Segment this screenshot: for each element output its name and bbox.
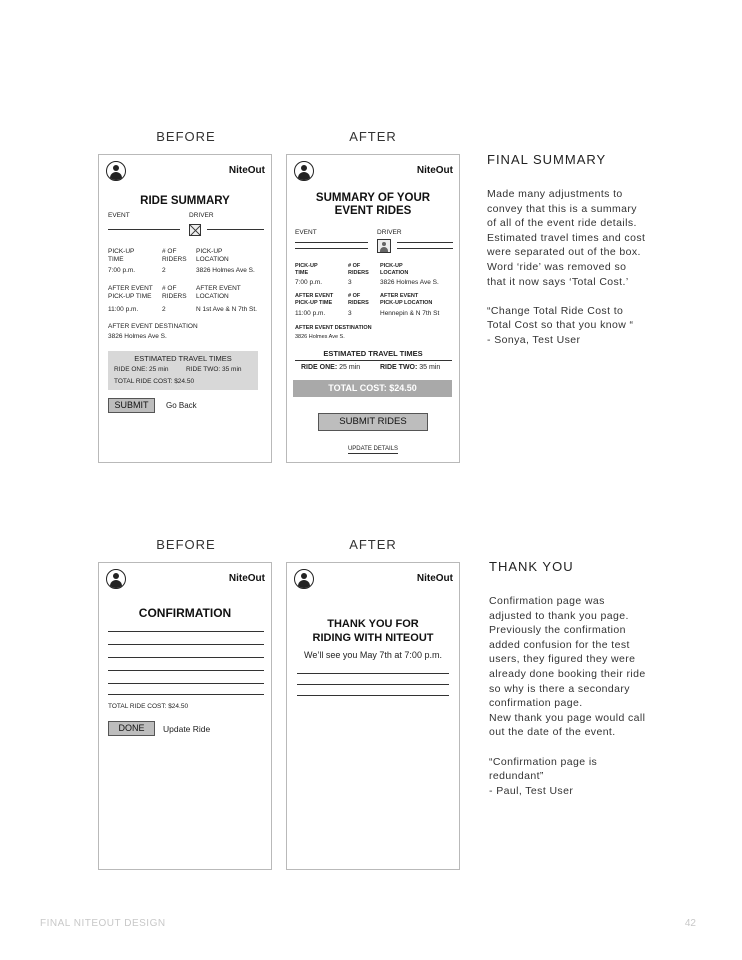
after-riders-value: 3 bbox=[348, 310, 352, 317]
ride-one-time bbox=[301, 364, 360, 371]
driver-line bbox=[207, 229, 264, 230]
pickup-time-value: 7:00 p.m. bbox=[295, 279, 323, 286]
page-title: THANK YOU FOR RIDING WITH NITEOUT bbox=[312, 618, 434, 644]
after-riders-label: # OF RIDERS bbox=[162, 285, 187, 300]
app-header bbox=[99, 563, 271, 593]
after-time-value: 11:00 p.m. bbox=[108, 306, 139, 313]
destination-label: AFTER EVENT DESTINATION bbox=[108, 323, 198, 330]
destination-value: 3826 Holmes Ave S. bbox=[295, 334, 345, 340]
riders-label: # OF RIDERS bbox=[162, 248, 187, 263]
pickup-location-label: PICK-UP LOCATION bbox=[380, 263, 409, 276]
after-location-label: AFTER EVENT LOCATION bbox=[196, 285, 241, 300]
destination-value: 3826 Holmes Ave S. bbox=[108, 333, 167, 340]
after-location-value: N 1st Ave & N 7th St. bbox=[196, 306, 257, 313]
detail-line bbox=[297, 695, 449, 696]
ride-summary-after-screen bbox=[286, 154, 460, 463]
driver-label: DRIVER bbox=[377, 229, 402, 236]
update-ride-link[interactable]: Update Ride bbox=[163, 724, 211, 734]
after-location-value: Hennepin & N 7th St bbox=[380, 310, 440, 317]
after-location-label: AFTER EVENT PICK-UP LOCATION bbox=[380, 293, 433, 306]
user-avatar-icon[interactable] bbox=[106, 161, 126, 181]
pickup-location-value: 3826 Holmes Ave S. bbox=[380, 279, 439, 286]
brand-logo: NiteOut bbox=[416, 573, 453, 584]
riders-value: 3 bbox=[348, 279, 352, 286]
after-time-label: AFTER EVENT PICK-UP TIME bbox=[295, 293, 334, 306]
detail-line bbox=[297, 673, 449, 674]
driver-line-2 bbox=[397, 248, 453, 249]
total-ride-cost: TOTAL RIDE COST: $24.50 bbox=[108, 703, 189, 710]
page-title: SUMMARY OF YOUR EVENT RIDES bbox=[315, 192, 431, 217]
detail-line bbox=[108, 683, 264, 684]
travel-times-divider bbox=[295, 360, 452, 361]
pickup-time-label: PICK-UP TIME bbox=[108, 248, 135, 263]
update-details-link[interactable]: UPDATE DETAILS bbox=[347, 446, 399, 452]
destination-label: AFTER EVENT DESTINATION bbox=[295, 325, 372, 331]
thank-you-text: Confirmation page was adjusted to thank you page. Previously the confirmation added confusion for the test users, they figured they were already done booking their ride so why is there a secondary confirmation page. New thank you page would call out the date of the event. “Confirmation page is redundant” - Paul, Test User bbox=[489, 595, 646, 797]
driver-label: DRIVER bbox=[189, 212, 214, 219]
ride-summary-before-screen bbox=[98, 154, 272, 463]
ride-two-time bbox=[380, 364, 440, 371]
riders-value: 2 bbox=[162, 267, 166, 274]
driver-line bbox=[397, 242, 453, 243]
driver-image-placeholder-icon bbox=[189, 224, 201, 236]
event-label: EVENT bbox=[108, 212, 130, 219]
ride-one-label: RIDE ONE: bbox=[301, 364, 338, 371]
brand-logo: NiteOut bbox=[416, 165, 453, 176]
event-line-2 bbox=[295, 248, 368, 249]
after-riders-value: 2 bbox=[162, 306, 166, 313]
go-back-link[interactable]: Go Back bbox=[166, 401, 197, 410]
before-label: BEFORE bbox=[156, 129, 216, 144]
detail-line bbox=[108, 644, 264, 645]
user-avatar-icon[interactable] bbox=[294, 161, 314, 181]
thank-you-after-screen bbox=[286, 562, 460, 870]
after-time-value: 11:00 p.m. bbox=[295, 310, 326, 317]
total-cost-bar: TOTAL COST: $24.50 bbox=[293, 380, 452, 397]
confirmation-before-screen bbox=[98, 562, 272, 870]
page-title: CONFIRMATION bbox=[138, 606, 232, 620]
footer-document-title: FINAL NITEOUT DESIGN bbox=[40, 918, 166, 929]
travel-times-title: ESTIMATED TRAVEL TIMES bbox=[323, 349, 423, 358]
ride-one-value: 25 min bbox=[339, 364, 361, 371]
after-label: AFTER bbox=[349, 129, 397, 144]
app-header bbox=[99, 155, 271, 185]
event-label: EVENT bbox=[295, 229, 317, 236]
travel-times-title: ESTIMATED TRAVEL TIMES bbox=[134, 354, 232, 363]
pickup-location-label: PICK-UP LOCATION bbox=[196, 248, 229, 263]
detail-line bbox=[108, 631, 264, 632]
update-details-wrap bbox=[287, 437, 459, 455]
ride-two-label: RIDE TWO: bbox=[380, 364, 418, 371]
riders-label: # OF RIDERS bbox=[348, 263, 369, 276]
brand-logo: NiteOut bbox=[228, 165, 265, 176]
detail-line bbox=[297, 684, 449, 685]
app-header bbox=[287, 563, 459, 593]
travel-times-box bbox=[108, 351, 258, 390]
done-button[interactable]: DONE bbox=[108, 721, 155, 736]
total-ride-cost: TOTAL RIDE COST: $24.50 bbox=[114, 378, 195, 385]
app-header bbox=[287, 155, 459, 185]
event-date-message: We’ll see you May 7th at 7:00 p.m. bbox=[304, 650, 442, 660]
event-line bbox=[108, 229, 180, 230]
driver-avatar-icon bbox=[377, 239, 391, 253]
brand-logo: NiteOut bbox=[228, 573, 265, 584]
pickup-time-label: PICK-UP TIME bbox=[295, 263, 318, 276]
detail-line bbox=[108, 670, 264, 671]
after-time-label: AFTER EVENT PICK-UP TIME bbox=[108, 285, 153, 300]
final-summary-heading: FINAL SUMMARY bbox=[487, 152, 607, 167]
thank-you-heading: THANK YOU bbox=[489, 559, 574, 574]
page-number: 42 bbox=[684, 918, 696, 929]
pickup-time-value: 7:00 p.m. bbox=[108, 267, 136, 274]
final-summary-text: Made many adjustments to convey that this is a summary of all of the event ride details. Estimated travel times and cost were separated out of the box. Word ‘ride’ was removed so that it now says ‘Total Cost.’ “Change Total Ride Cost to Total Cost so that you know “ - Sonya, Test User bbox=[487, 188, 646, 346]
user-avatar-icon[interactable] bbox=[294, 569, 314, 589]
ride-one-time: RIDE ONE: 25 min bbox=[114, 366, 169, 373]
detail-line bbox=[108, 657, 264, 658]
ride-two-value: 35 min bbox=[419, 364, 441, 371]
submit-rides-button[interactable]: SUBMIT RIDES bbox=[318, 413, 428, 431]
user-avatar-icon[interactable] bbox=[106, 569, 126, 589]
submit-button[interactable]: SUBMIT bbox=[108, 398, 155, 413]
page-title: RIDE SUMMARY bbox=[140, 195, 230, 207]
after-label-2: AFTER bbox=[349, 537, 397, 552]
after-riders-label: # OF RIDERS bbox=[348, 293, 369, 306]
ride-two-time: RIDE TWO: 35 min bbox=[186, 366, 242, 373]
pickup-location-value: 3826 Holmes Ave S. bbox=[196, 267, 255, 274]
event-line bbox=[295, 242, 368, 243]
before-label-2: BEFORE bbox=[156, 537, 216, 552]
detail-line bbox=[108, 694, 264, 695]
